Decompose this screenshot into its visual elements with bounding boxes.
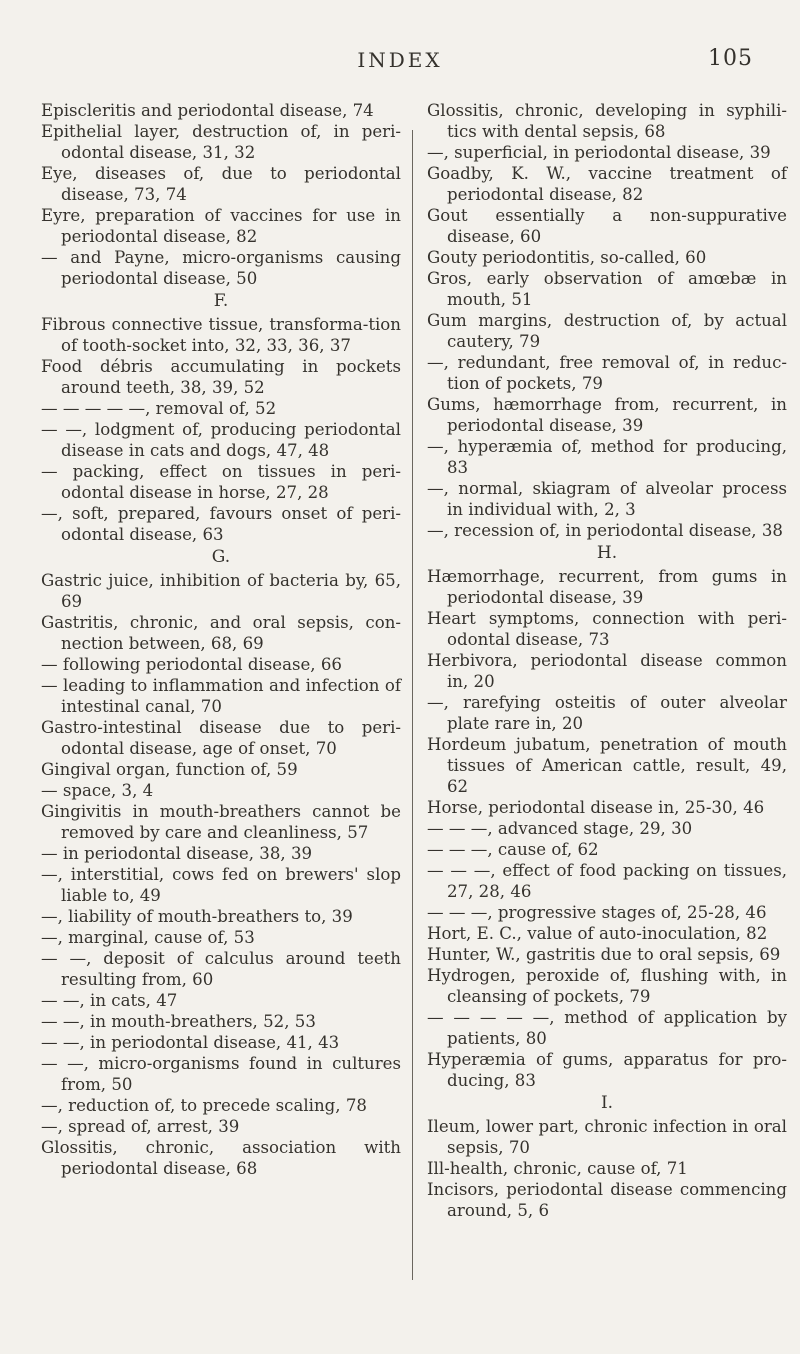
index-entry: Ileum, lower part, chronic infection in oral sepsis, 70 <box>427 1117 787 1157</box>
index-entry: Glossitis, chronic, association with periodontal disease, 68 <box>41 1138 401 1178</box>
index-entry: Hunter, W., gastritis due to oral sepsis, 69 <box>427 945 781 964</box>
index-entry: Gros, early observation of amœbæ in mouth, 51 <box>427 269 787 309</box>
index-entry: Heart symptoms, connection with peri-odontal disease, 73 <box>427 609 787 649</box>
index-entry: Ill-health, chronic, cause of, 71 <box>427 1159 688 1178</box>
index-entry: Hydrogen, peroxide of, flushing with, in cleansing of pockets, 79 <box>427 966 787 1006</box>
index-entry: Eyre, preparation of vaccines for use in periodontal disease, 82 <box>41 206 401 246</box>
index-entry: — leading to inflammation and infection of intestinal canal, 70 <box>41 676 401 716</box>
index-entry: — following periodontal disease, 66 <box>41 655 342 674</box>
index-entry: — — —, cause of, 62 <box>427 840 599 859</box>
index-entry: Gouty periodontitis, so-called, 60 <box>427 248 707 267</box>
index-entry: Hyperæmia of gums, apparatus for pro-ducing, 83 <box>427 1050 787 1090</box>
index-entry: — —, lodgment of, producing periodontal disease in cats and dogs, 47, 48 <box>41 420 401 460</box>
index-letter-heading: G. <box>211 547 231 567</box>
index-entry: Gout essentially a non-suppurative disease, 60 <box>427 206 787 246</box>
index-entry: — and Payne, micro-organisms causing periodontal disease, 50 <box>41 248 401 288</box>
index-entry: — —, in periodontal disease, 41, 43 <box>41 1033 340 1052</box>
index-entry: —, interstitial, cows fed on brewers' slop liable to, 49 <box>41 865 401 905</box>
index-entry: — —, in cats, 47 <box>41 991 178 1010</box>
index-entry: Incisors, periodontal disease commencing around, 5, 6 <box>427 1180 787 1220</box>
index-entry: — in periodontal disease, 38, 39 <box>41 844 313 863</box>
index-entry: — space, 3, 4 <box>41 781 154 800</box>
index-entry: Gastric juice, inhibition of bacteria by, 65, 69 <box>41 571 401 611</box>
index-entry: Gum margins, destruction of, by actual cautery, 79 <box>427 311 787 351</box>
index-entry: — — —, effect of food packing on tissues, 27, 28, 46 <box>427 861 787 901</box>
index-letter-heading: F. <box>213 291 229 311</box>
index-entry: —, normal, skiagram of alveolar process in individual with, 2, 3 <box>427 479 787 519</box>
index-entry: — — —, advanced stage, 29, 30 <box>427 819 693 838</box>
index-entry: Hæmorrhage, recurrent, from gums in periodontal disease, 39 <box>427 567 787 607</box>
index-entry: Horse, periodontal disease in, 25-30, 46 <box>427 798 765 817</box>
index-letter-heading: H. <box>596 543 618 563</box>
index-entry: —, soft, prepared, favours onset of peri-odontal disease, 63 <box>41 504 401 544</box>
index-entry: — — — — —, method of application by patients, 80 <box>427 1008 787 1048</box>
index-entry: — — — — —, removal of, 52 <box>41 399 277 418</box>
column-divider <box>412 130 413 1280</box>
index-entry: Eye, diseases of, due to periodontal disease, 73, 74 <box>41 164 401 204</box>
page-number: 105 <box>708 46 753 71</box>
index-entry: —, marginal, cause of, 53 <box>41 928 255 947</box>
index-entry: —, hyperæmia of, method for producing, 83 <box>427 437 787 477</box>
index-entry: —, reduction of, to precede scaling, 78 <box>41 1096 367 1115</box>
index-entry: Hort, E. C., value of auto-inoculation, 82 <box>427 924 768 943</box>
index-entry: Food débris accumulating in pockets around teeth, 38, 39, 52 <box>41 357 401 397</box>
index-entry: — —, deposit of calculus around teeth resulting from, 60 <box>41 949 401 989</box>
index-entry: — packing, effect on tissues in peri-odontal disease in horse, 27, 28 <box>41 462 401 502</box>
index-entry: —, superficial, in periodontal disease, 39 <box>427 143 771 162</box>
index-entry: Gastro-intestinal disease due to peri-odontal disease, age of onset, 70 <box>41 718 401 758</box>
index-entry: Hordeum jubatum, penetration of mouth tissues of American cattle, result, 49, 62 <box>427 735 787 796</box>
index-entry: Gums, hæmorrhage from, recurrent, in periodontal disease, 39 <box>427 395 787 435</box>
index-entry: Goadby, K. W., vaccine treatment of periodontal disease, 82 <box>427 164 787 204</box>
index-column-right <box>427 100 787 1221</box>
index-column-left <box>41 100 401 1179</box>
index-entry: — —, in mouth-breathers, 52, 53 <box>41 1012 316 1031</box>
index-entry: — —, micro-organisms found in cultures from, 50 <box>41 1054 401 1094</box>
running-header: INDEX <box>357 48 443 72</box>
index-entry: —, liability of mouth-breathers to, 39 <box>41 907 353 926</box>
index-entry: Epithelial layer, destruction of, in peri-odontal disease, 31, 32 <box>41 122 401 162</box>
index-entry: Glossitis, chronic, developing in syphili-tics with dental sepsis, 68 <box>427 101 787 141</box>
index-entry: Fibrous connective tissue, transforma-tion of tooth-socket into, 32, 33, 36, 37 <box>41 315 401 355</box>
index-entry: —, redundant, free removal of, in reduc-tion of pockets, 79 <box>427 353 787 393</box>
index-entry: —, spread of, arrest, 39 <box>41 1117 240 1136</box>
index-entry: Gastritis, chronic, and oral sepsis, con-nection between, 68, 69 <box>41 613 401 653</box>
index-entry: —, rarefying osteitis of outer alveolar plate rare in, 20 <box>427 693 787 733</box>
index-entry: Gingivitis in mouth-breathers cannot be removed by care and cleanliness, 57 <box>41 802 401 842</box>
index-entry: Episcleritis and periodontal disease, 74 <box>41 101 374 120</box>
index-letter-heading: I. <box>600 1093 614 1113</box>
index-entry: — — —, progressive stages of, 25-28, 46 <box>427 903 767 922</box>
index-entry: —, recession of, in periodontal disease, 38 <box>427 521 783 540</box>
index-entry: Gingival organ, function of, 59 <box>41 760 298 779</box>
index-entry: Herbivora, periodontal disease common in, 20 <box>427 651 787 691</box>
